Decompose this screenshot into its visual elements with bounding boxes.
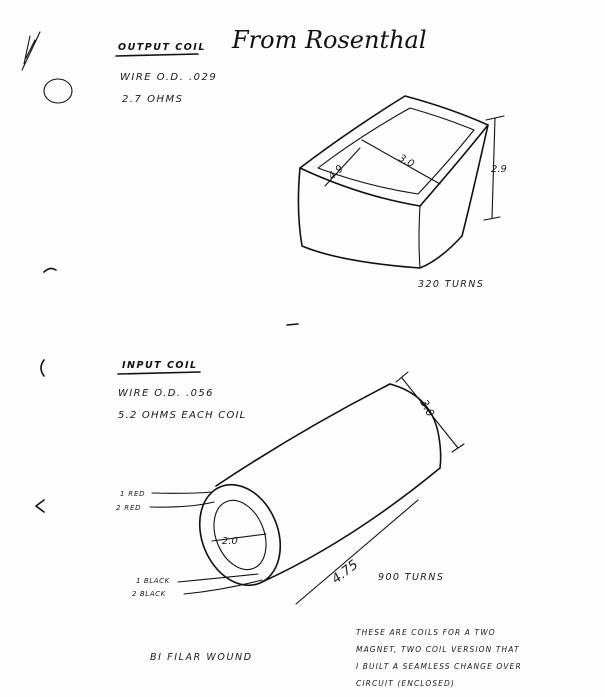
input-coil-lead-black-1: 1 BLACK [136,577,170,585]
source-note: From Rosenthal [232,26,427,54]
input-coil-resistance: 5.2 OHMS EACH COIL [118,410,247,421]
output-coil-height-dim: 2.9 [491,164,507,175]
enclosed-note [356,628,522,688]
note-line-3: I BUILT A SEAMLESS CHANGE OVER [356,662,522,671]
output-coil-title: OUTPUT COIL [118,42,206,53]
input-coil-inner-dim: 2.0 [222,536,238,547]
input-coil-length-dim: 4.75 [329,557,362,588]
punch-hole-mark [44,79,72,103]
output-coil-length-dim: 3.0 [396,152,416,171]
input-coil-winding-note: BI FILAR WOUND [150,652,253,663]
input-coil-lead-red-1: 1 RED [120,490,146,498]
margin-scribble-mark [22,32,40,70]
output-coil-title-underline [116,54,198,56]
margin-bracket-mark [41,360,44,376]
input-coil-turns: 900 TURNS [378,572,445,583]
output-coil-resistance: 2.7 OHMS [122,94,184,105]
input-coil-wire-od: WIRE O.D. .056 [118,388,214,399]
margin-tick-mark [44,268,56,272]
note-line-1: THESE ARE COILS FOR A TWO [356,628,496,637]
input-coil-lead-red-2: 2 RED [116,504,142,512]
note-line-2: MAGNET, TWO COIL VERSION THAT [356,645,520,654]
margin-arrow-mark [36,500,44,512]
note-line-4: CIRCUIT (ENCLOSED) [356,679,455,688]
input-coil-outer-dim: 3.0 [417,397,438,419]
output-coil-drawing [298,96,488,268]
input-coil-title: INPUT COIL [122,360,198,371]
output-coil-turns: 320 TURNS [418,279,485,290]
input-coil-lead-black-2: 2 BLACK [132,590,166,598]
stray-dash-mark [287,324,298,325]
input-coil-title-underline [118,372,200,374]
output-coil-width-dim: 4.9 [326,163,346,183]
output-coil-wire-od: WIRE O.D. .029 [120,72,218,83]
